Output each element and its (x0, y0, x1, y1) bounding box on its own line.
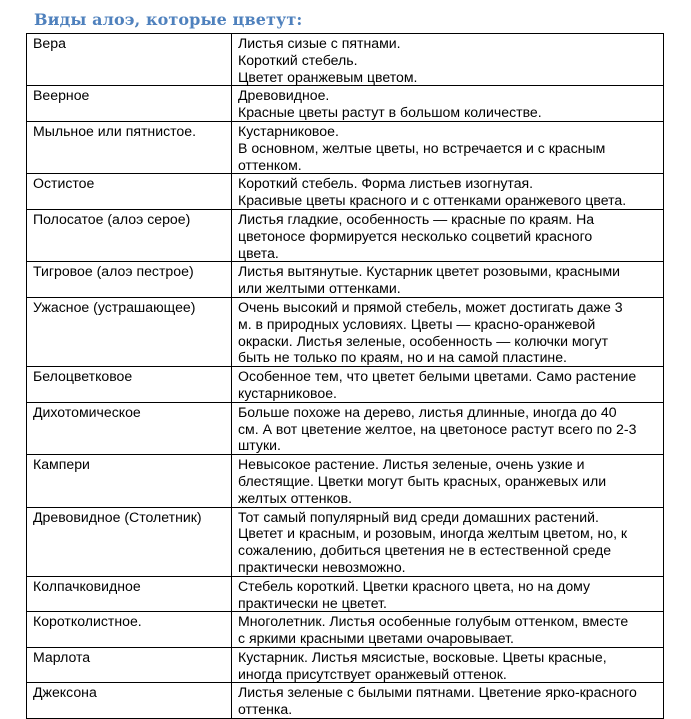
table-body (27, 34, 664, 719)
species-description-cell: Листья вытянутые. Кустарник цветет розовыми, красными или желтыми оттенками. (232, 262, 664, 298)
species-description-cell: Больше похоже на дерево, листья длинные, иногда до 40 см. А вот цветение желтое, на цветоносе растут всего по 2-3 штуки. (232, 402, 664, 454)
table-row (27, 576, 664, 612)
table-row (27, 402, 664, 454)
species-description-cell: Многолетник. Листья особенные голубым оттенком, вместе с яркими красными цветами очаровывает. (232, 612, 664, 648)
species-name-cell: Колпачковидное (27, 576, 232, 612)
species-name-cell: Мыльное или пятнистое. (27, 121, 232, 173)
page-title: Виды алоэ, которые цветут: (34, 10, 303, 29)
species-name-cell: Джексона (27, 683, 232, 719)
table-row (27, 507, 664, 576)
aloe-species-table (26, 33, 664, 719)
table-row (27, 367, 664, 403)
species-description-cell: Очень высокий и прямой стебель, может достигать даже 3 м. в природных условиях. Цветы — красно-оранжевой окраски. Листья зеленые, особенность — колючки могут быть не только по краям, но и на самой пластине. (232, 297, 664, 366)
species-name-cell: Марлота (27, 647, 232, 683)
species-name-cell: Древовидное (Столетник) (27, 507, 232, 576)
species-name-cell: Кампери (27, 455, 232, 507)
species-name-cell: Ужасное (устрашающее) (27, 297, 232, 366)
species-description-cell: Тот самый популярный вид среди домашних растений. Цветет и красным, и розовым, иногда желтым цветом, но, к сожалению, добиться цветения не в естественной среде практически невозможно. (232, 507, 664, 576)
species-description-cell: Кустарник. Листья мясистые, восковые. Цветы красные, иногда присутствует оранжевый оттенок. (232, 647, 664, 683)
species-name-cell: Тигровое (алоэ пестрое) (27, 262, 232, 298)
table-row (27, 86, 664, 122)
species-name-cell: Дихотомическое (27, 402, 232, 454)
table-row (27, 174, 664, 210)
table-row (27, 647, 664, 683)
table-row (27, 34, 664, 86)
species-description-cell: Короткий стебель. Форма листьев изогнутая. Красивые цветы красного и с оттенками оранжевого цвета. (232, 174, 664, 210)
species-description-cell: Листья зеленые с былыми пятнами. Цветение ярко-красного оттенка. (232, 683, 664, 719)
species-description-cell: Листья гладкие, особенность — красные по краям. На цветоносе формируется несколько соцветий красного цвета. (232, 209, 664, 261)
species-name-cell: Остистое (27, 174, 232, 210)
species-name-cell: Веерное (27, 86, 232, 122)
species-description-cell: Листья сизые с пятнами. Короткий стебель. Цветет оранжевым цветом. (232, 34, 664, 86)
species-description-cell: Невысокое растение. Листья зеленые, очень узкие и блестящие. Цветки могут быть красных, оранжевых или желтых оттенков. (232, 455, 664, 507)
species-description-cell: Кустарниковое. В основном, желтые цветы, но встречается и с красным оттенком. (232, 121, 664, 173)
table-row (27, 683, 664, 719)
species-name-cell: Коротколистное. (27, 612, 232, 648)
table-row (27, 262, 664, 298)
species-description-cell: Стебель короткий. Цветки красного цвета, но на дому практически не цветет. (232, 576, 664, 612)
table-row (27, 297, 664, 366)
table-row (27, 121, 664, 173)
species-name-cell: Полосатое (алоэ серое) (27, 209, 232, 261)
table-row (27, 209, 664, 261)
table-row (27, 455, 664, 507)
species-description-cell: Особенное тем, что цветет белыми цветами. Само растение кустарниковое. (232, 367, 664, 403)
species-name-cell: Вера (27, 34, 232, 86)
species-name-cell: Белоцветковое (27, 367, 232, 403)
species-description-cell: Древовидное. Красные цветы растут в большом количестве. (232, 86, 664, 122)
table-row (27, 612, 664, 648)
